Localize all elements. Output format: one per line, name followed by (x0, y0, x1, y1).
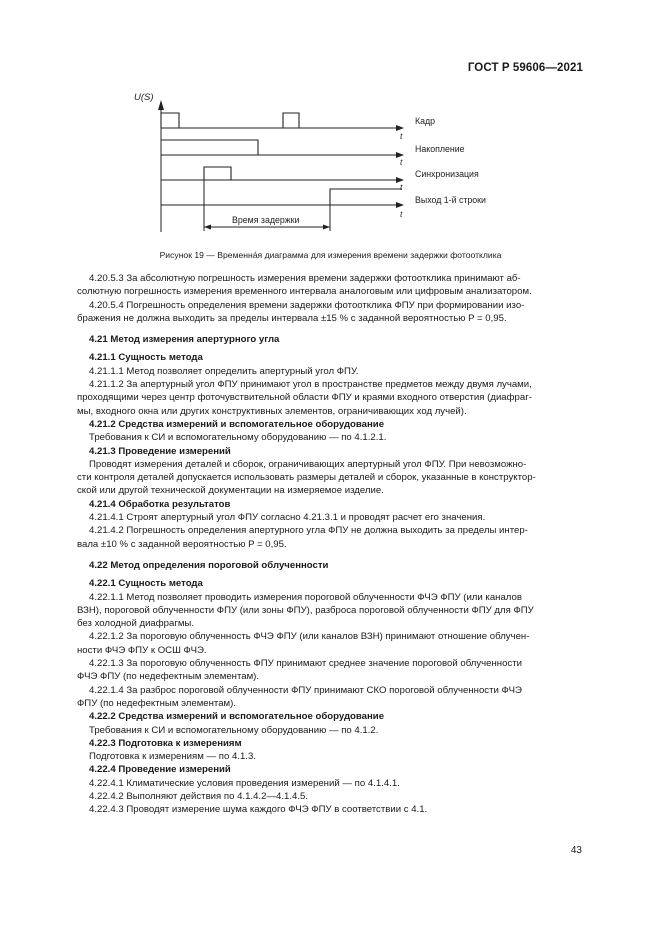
paragraph: 4.20.5.4 Погрешность определения времени задержки фотоотклика ФПУ при формировании изо- (89, 299, 525, 311)
paragraph: Подготовка к измерениям — по 4.1.3. (89, 751, 256, 763)
page-number: 43 (570, 845, 582, 856)
signal-nakoplenie (161, 140, 402, 155)
paragraph: ности ФЧЭ ФПУ к ОСШ ФЧЭ. (77, 644, 207, 656)
paragraph: ФПУ (по недефектным элементам). (77, 697, 237, 709)
paragraph: ской или другой технической документации на измеряемое изделие. (77, 485, 384, 497)
paragraph: бражения не должна выходить за пределы интервала ±15 % с заданной вероятностью P = 0,95. (77, 312, 507, 324)
label-sinhronizatsiya: Синхронизация (415, 169, 479, 179)
label-kadr: Кадр (415, 116, 436, 126)
paragraph: без холодной диафрагмы. (77, 618, 194, 630)
paragraph: 4.22.4.3 Проводят измерение шума каждого ФЧЭ ФПУ в соответствии с 4.1. (89, 804, 428, 816)
paragraph: мы, входного окна или других конструктивных элементов, ограничивающих ход лучей). (77, 405, 467, 417)
paragraph: вала ±10 % с заданной вероятностью P = 0,95. (77, 538, 287, 550)
subsection-heading: 4.22.3 Подготовка к измерениям (89, 737, 242, 749)
paragraph: 4.22.1.2 За пороговую облученность ФЧЭ ФПУ (или каналов ВЗН) принимают отношение облучен- (89, 631, 530, 643)
section-heading: 4.22 Метод определения пороговой облученности (89, 559, 329, 571)
paragraph: 4.21.4.1 Строят апертурный угол ФПУ согласно 4.21.3.1 и проводят расчет его значения. (89, 512, 486, 524)
subsection-heading: 4.21.4 Обработка результатов (89, 498, 231, 510)
standard-code-header: ГОСТ Р 59606—2021 (467, 62, 583, 74)
paragraph: 4.21.1.1 Метод позволяет определить апертурный угол ФПУ. (89, 365, 359, 377)
paragraph: 4.21.4.2 Погрешность определения апертурного угла ФПУ не должна выходить за пределы интер- (89, 525, 528, 537)
paragraph: сти контроля деталей допускается использовать размеры деталей и сборок, указанные в конструктор- (77, 472, 536, 484)
subsection-heading: 4.21.3 Проведение измерений (89, 445, 231, 457)
subsection-heading: 4.22.4 Проведение измерений (89, 764, 231, 776)
timing-diagram (0, 0, 661, 245)
paragraph: 4.22.1.4 За разброс пороговой облученности ФПУ принимают СКО пороговой облученности ФЧЭ (89, 684, 522, 696)
paragraph: солютную погрешность измерения временного интервала аналоговым или цифровым анализатором. (77, 286, 532, 298)
section-heading: 4.21 Метод измерения апертурного угла (89, 334, 280, 346)
document-body (77, 272, 583, 817)
paragraph: 4.22.4.2 Выполняют действия по 4.1.4.2—4.1.4.5. (89, 790, 309, 802)
row2-t-label: t (400, 157, 403, 167)
paragraph: 4.22.1.1 Метод позволяет проводить измерения пороговой облученности ФЧЭ ФПУ (или каналов (89, 591, 522, 603)
signal-kadr (161, 113, 402, 128)
subsection-heading: 4.22.1 Сущность метода (89, 578, 203, 590)
signal-sinhronizatsiya (161, 167, 402, 180)
subsection-heading: 4.22.2 Средства измерений и вспомогательное оборудование (89, 711, 385, 723)
paragraph: 4.22.4.1 Климатические условия проведения измерений — по 4.1.4.1. (89, 777, 400, 789)
delay-arrow-left (204, 225, 211, 230)
paragraph: ВЗН), пороговой облученности ФПУ (или зоны ФПУ), разброса пороговой облученности ФПУ для ФПУ (77, 604, 534, 616)
row3-t-label: t (400, 182, 403, 192)
paragraph: Проводят измерения деталей и сборок, ограничивающих апертурный угол ФПУ. При невозможно- (89, 458, 527, 470)
figure-caption: Рисунок 19 — Временна́я диаграмма для измерения времени задержки фотоотклика (159, 250, 502, 260)
paragraph: Требования к СИ и вспомогательному оборудованию — по 4.1.2.1. (89, 432, 387, 444)
row4-arrow (396, 202, 404, 208)
paragraph: 4.20.5.3 За абсолютную погрешность измерения времени задержки фотоотклика принимают аб- (89, 273, 521, 284)
subsection-heading: 4.21.2 Средства измерений и вспомогательное оборудование (89, 418, 385, 430)
paragraph: 4.21.1.2 За апертурный угол ФПУ принимают угол в пространстве предметов между двумя лучами, (89, 379, 532, 391)
row1-t-label: t (400, 131, 403, 141)
delay-arrow-right (323, 225, 330, 230)
delay-label: Время задержки (232, 215, 300, 225)
row4-t-label: t (400, 209, 403, 219)
paragraph: 4.22.1.3 За пороговую облученность ФПУ принимают среднее значение пороговой облученности (89, 658, 522, 670)
label-nakoplenie: Накопление (415, 144, 465, 154)
paragraph: проходящими через центр фоточувствительной области ФПУ и краями входного отверстия (диафраг- (77, 392, 532, 404)
signal-vyhod (161, 189, 402, 205)
label-vyhod: Выход 1-й строки (415, 195, 486, 205)
y-axis-arrow (158, 100, 164, 110)
paragraph: Требования к СИ и вспомогательному оборудованию — по 4.1.2. (89, 724, 379, 736)
y-axis-label: U(S) (134, 92, 154, 103)
subsection-heading: 4.21.1 Сущность метода (89, 352, 203, 364)
paragraph: ФЧЭ ФПУ (по недефектным элементам). (77, 671, 260, 683)
